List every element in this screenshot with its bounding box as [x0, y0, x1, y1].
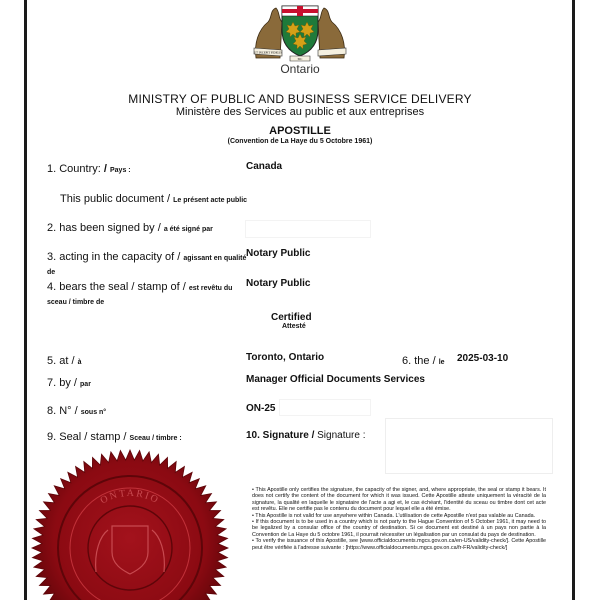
number-label: 8. N° / sous n°	[47, 405, 107, 417]
signer-name-redacted	[246, 221, 370, 237]
red-wax-seal-icon	[30, 448, 230, 600]
ontario-coat-of-arms-icon	[248, 0, 352, 62]
ontario-wordmark: Ontario	[280, 62, 320, 76]
apostille-title: APOSTILLE	[269, 125, 331, 137]
certified-fr: Attesté	[282, 323, 306, 330]
at-label: 5. at / à	[47, 355, 82, 367]
seal-of-label: 4. bears the seal / stamp of / est revêtu du sceau / timbre de	[47, 281, 233, 306]
public-document-label: This public document / Le présent acte public	[60, 193, 248, 205]
date-value: 2025-03-10	[457, 353, 509, 364]
note-item: • To verify the issuance of this Apostille, see [www.officialdocuments.mgcs.gov.on.ca/en-US/validity-check/]. Cette Apostille peut être vérifiée à l'adresse suivante : [https://www.officialdocuments.mgcs.gov.on.ca/fr-FR/validity-check/]	[252, 538, 546, 551]
right-border-line	[572, 0, 575, 600]
note-item: • This Apostille is not valid for use anywhere within Canada. L'utilisation de cette Apostille n'est pas valable au Canada.	[252, 512, 536, 519]
number-redacted	[280, 400, 370, 415]
left-border-line	[24, 0, 27, 600]
number-value: ON-25	[246, 403, 276, 414]
signature-label: 10. Signature / Signature :	[246, 430, 366, 441]
ministry-name-en: MINISTRY OF PUBLIC AND BUSINESS SERVICE DELIVERY	[128, 92, 472, 106]
at-value: Toronto, Ontario	[246, 352, 325, 363]
country-label: 1. Country: / Pays :	[47, 163, 131, 175]
seal-text: ONTARIO	[98, 487, 162, 507]
apostille-notes	[252, 487, 546, 551]
note-item: • If this document is to be used in a country which is not party to the Hague Convention of 5 October 1961, it may need to be legalized by a consular office of the country of destination. Si ce document est destiné à un pays non partie à la Convention de La Haye du 5 octobre 1961, il pourrait nécessiter un légalisation par un consulat du pays de destination.	[252, 519, 546, 538]
convention-subtitle: (Convention de La Haye du 5 Octobre 1961)	[227, 138, 373, 145]
seal-of-value: Notary Public	[246, 278, 311, 289]
stamp-label: 9. Seal / stamp / Sceau / timbre :	[47, 431, 182, 443]
note-item: • This Apostille only certifies the signature, the capacity of the signer, and, where appropriate, the seal or stamp it bears. It does not certify the content of the document for which it was issued. Cette Apostille atteste uniquement la véracité de la signature, la qualité en laquelle le signataire de l'acte a agi et, le cas échéant, l'identité du sceau ou timbre dont cet acte est revêtu. Elle ne certifie pas le contenu du document pour lequel elle a été émise.	[252, 487, 546, 513]
ministry-name-fr: Ministère des Services au public et aux entreprises	[175, 106, 425, 118]
country-value: Canada	[246, 161, 283, 172]
by-label: 7. by / par	[47, 377, 91, 389]
crest-motto-text-2: SIC	[297, 57, 303, 61]
signature-redacted	[386, 419, 552, 473]
by-value: Manager Official Documents Services	[246, 374, 425, 385]
capacity-value: Notary Public	[246, 248, 311, 259]
capacity-label: 3. acting in the capacity of / agissant en qualité de	[47, 251, 247, 276]
signed-by-label: 2. has been signed by / a été signé par	[47, 222, 213, 234]
certified-value: Certified	[271, 312, 312, 323]
crest-motto-text: UT INCEPIT FIDELIS	[253, 50, 283, 55]
date-label: 6. the / le	[402, 355, 445, 367]
